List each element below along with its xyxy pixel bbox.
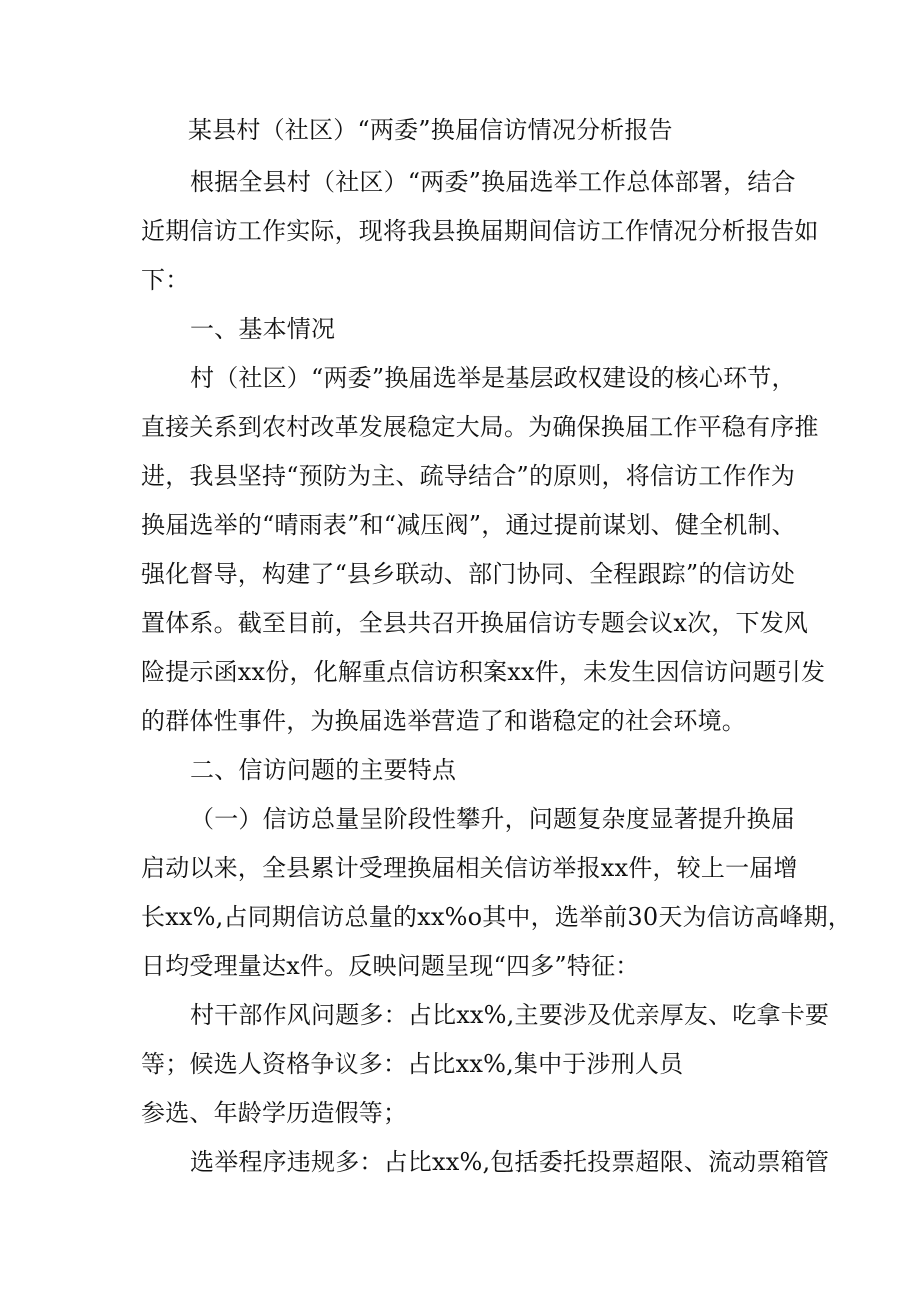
paragraph-line: 日均受理量达x件。反映问题呈现“四多”特征：	[141, 952, 640, 980]
paragraph-line: 根据全县村（社区）“两委”换届选举工作总体部署，结合	[190, 168, 796, 196]
paragraph-line: 换届选举的“晴雨表”和“减压阀”，通过提前谋划、健全机制、	[141, 511, 796, 539]
paragraph-line: 强化督导，构建了“县乡联动、部门协同、全程跟踪”的信访处	[141, 560, 796, 588]
paragraph-line: 参选、年龄学历造假等；	[141, 1099, 408, 1127]
document-title: 某县村（社区）“两委”换届信访情况分析报告	[188, 116, 673, 144]
paragraph-line: 等；候选人资格争议多：占比xx%,集中于涉刑人员	[141, 1050, 684, 1078]
paragraph-line: 进，我县坚持“预防为主、疏导结合”的原则，将信访工作作为	[141, 462, 796, 490]
paragraph-line: 险提示函xx份，化解重点信访积案xx件，未发生因信访问题引发	[141, 658, 826, 686]
paragraph-line: 长xx%,占同期信访总量的xx%o其中，选举前30天为信访高峰期，	[141, 903, 852, 931]
paragraph-line: 村（社区）“两委”换届选举是基层政权建设的核心环节，	[190, 364, 796, 392]
paragraph-line: 选举程序违规多：占比xx%,包括委托投票超限、流动票箱管	[190, 1148, 830, 1176]
paragraph-line: 村干部作风问题多：占比xx%,主要涉及优亲厚友、吃拿卡要	[190, 1001, 830, 1029]
paragraph-line: 的群体性事件，为换届选举营造了和谐稳定的社会环境。	[141, 707, 746, 735]
paragraph-line: 近期信访工作实际，现将我县换届期间信访工作情况分析报告如	[141, 217, 819, 245]
paragraph-line: 置体系。截至目前，全县共召开换届信访专题会议x次，下发风	[141, 609, 809, 637]
section-heading: 二、信访问题的主要特点	[190, 756, 457, 784]
subsection-line: （一）信访总量呈阶段性攀升，问题复杂度显著提升换届	[190, 805, 795, 833]
paragraph-line: 直接关系到农村改革发展稳定大局。为确保换届工作平稳有序推	[141, 413, 819, 441]
paragraph-line: 下：	[141, 266, 190, 294]
section-heading: 一、基本情况	[190, 315, 336, 343]
paragraph-line: 启动以来，全县累计受理换届相关信访举报xx件，较上一届增	[141, 854, 798, 882]
